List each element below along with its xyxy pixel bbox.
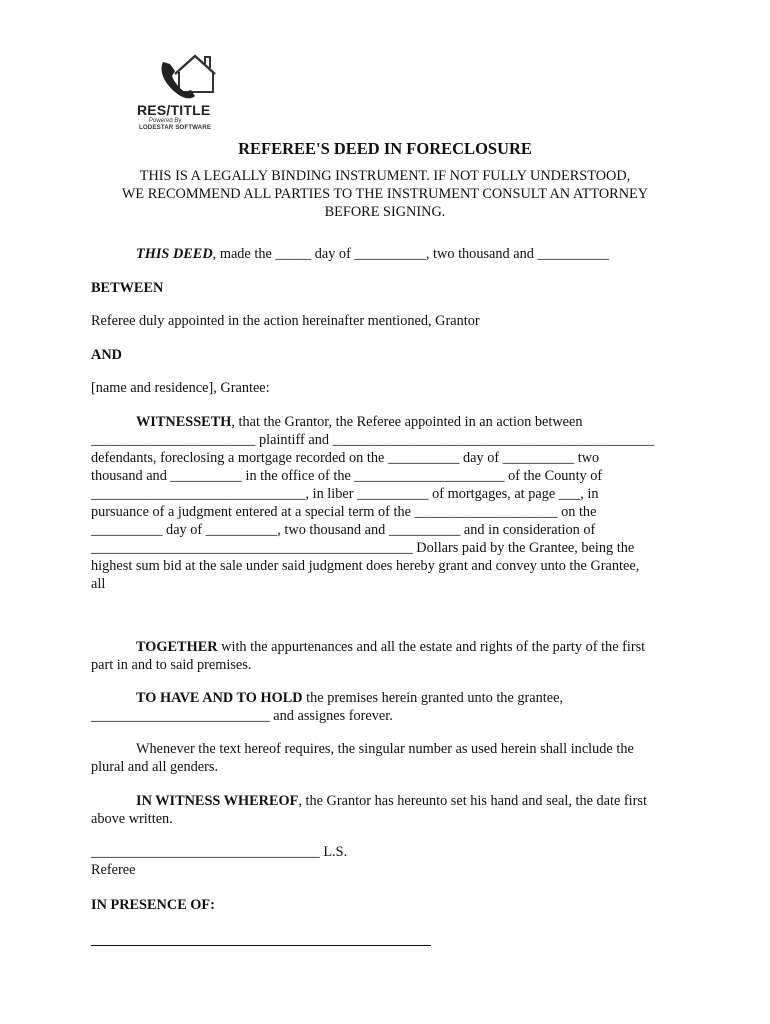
together-paragraph (91, 638, 681, 674)
deed-date-paragraph (91, 245, 681, 263)
witnesseth-paragraph (91, 413, 681, 593)
habendum-paragraph (91, 689, 681, 725)
paragraph-line (91, 689, 681, 707)
signature-line: ________________________________ L.S. (91, 844, 348, 860)
paragraph-line: plural and all genders. (91, 759, 219, 775)
deed-text: , made the _____ day of __________, two thousand and __________ (212, 246, 609, 262)
deed-lead: THIS DEED (136, 246, 213, 262)
legal-warning (90, 167, 680, 221)
warning-line: WE RECOMMEND ALL PARTIES TO THE INSTRUMENT CONSULT AN ATTORNEY (121, 186, 649, 202)
together-lead: TOGETHER (136, 639, 218, 655)
paragraph-line: above written. (91, 811, 173, 827)
paragraph-text: the premises herein granted unto the grantee, (302, 690, 564, 706)
whenever-paragraph (91, 740, 681, 776)
paragraph-line: all (91, 576, 106, 592)
paragraph-line (91, 792, 681, 810)
paragraph-line: ______________________________, in liber __________ of mortgages, at page ___, in (91, 486, 599, 502)
grantee-text: [name and residence], Grantee: (91, 380, 270, 396)
paragraph-line: thousand and __________ in the office of the _____________________ of the County of (91, 468, 603, 484)
paragraph-line: pursuance of a judgment entered at a special term of the ____________________ on the (91, 504, 597, 520)
paragraph-line: __________ day of __________, two thousand and __________ and in consideration of (91, 522, 596, 538)
document-title: REFEREE'S DEED IN FORECLOSURE (238, 139, 532, 158)
witness-signature-line (91, 945, 431, 946)
paragraph-line: part in and to said premises. (91, 657, 252, 673)
paragraph-line: _____________________________________________ Dollars paid by the Grantee, being the (91, 540, 635, 556)
paragraph-text: , that the Grantor, the Referee appointed in an action between (231, 414, 583, 430)
paragraph-line: highest sum bid at the sale under said judgment does hereby grant and convey unto the Grantee, (91, 558, 640, 574)
witnesseth-lead: WITNESSETH (136, 414, 232, 430)
signature-block (91, 843, 681, 879)
paragraph-text: with the appurtenances and all the estate and rights of the party of the first (217, 639, 646, 655)
paragraph-line (91, 638, 681, 656)
warning-line: THIS IS A LEGALLY BINDING INSTRUMENT. IF NOT FULLY UNDERSTOOD, (139, 168, 631, 184)
logo-company: LODESTAR SOFTWARE (139, 124, 212, 131)
presence-heading: IN PRESENCE OF: (91, 897, 215, 913)
house-phone-icon (155, 52, 225, 104)
paragraph-line: Whenever the text hereof requires, the singular number as used herein shall include the (136, 741, 634, 757)
res-title-logo (137, 52, 227, 132)
warning-line: BEFORE SIGNING. (324, 204, 446, 220)
witness-lead: IN WITNESS WHEREOF (136, 793, 299, 809)
logo-brand: RES/TITLE (137, 102, 211, 118)
paragraph-line: _________________________ and assignes forever. (91, 708, 393, 724)
between-heading: BETWEEN (91, 280, 164, 296)
witness-whereof-paragraph (91, 792, 681, 828)
and-heading: AND (91, 347, 122, 363)
paragraph-text: , the Grantor has hereunto set his hand and seal, the date first (298, 793, 647, 809)
habendum-lead: TO HAVE AND TO HOLD (136, 690, 303, 706)
signature-label: Referee (91, 862, 136, 878)
logo-powered-by: Powered By (149, 118, 182, 124)
grantor-text: Referee duly appointed in the action hereinafter mentioned, Grantor (91, 313, 480, 329)
paragraph-line (91, 413, 681, 431)
paragraph-line: _______________________ plaintiff and _____________________________________________ (91, 432, 655, 448)
paragraph-line: defendants, foreclosing a mortgage recorded on the __________ day of __________ two (91, 450, 600, 466)
